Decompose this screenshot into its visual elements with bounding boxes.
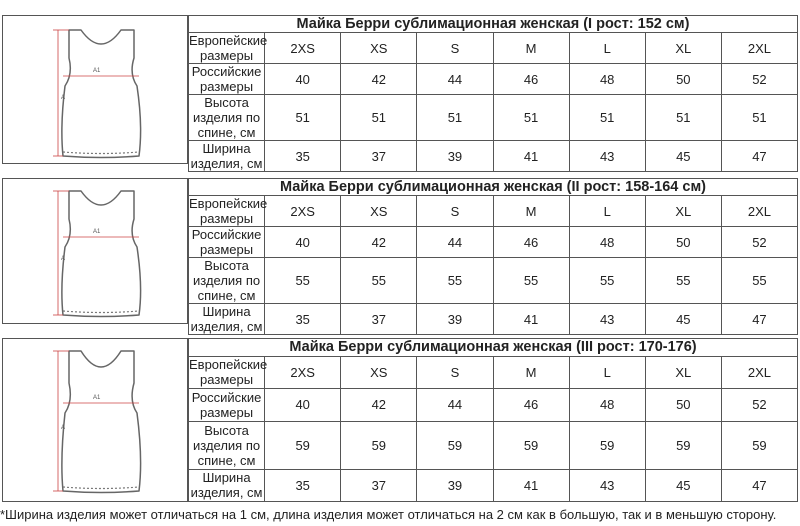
diagram-label-a: A xyxy=(61,256,66,262)
size-cell: 2XS xyxy=(265,33,341,64)
table-row-height xyxy=(189,421,798,469)
ru-size-cell: 50 xyxy=(645,389,721,421)
size-table-block-3 xyxy=(2,338,798,502)
height-cell: 55 xyxy=(341,258,417,304)
diagram-label-a: A xyxy=(61,425,66,431)
row-label-eu: Европейские размеры xyxy=(189,33,268,63)
row-label-width: Ширина изделия, см xyxy=(189,304,265,335)
size-table-1 xyxy=(188,15,798,172)
size-cell: 2XS xyxy=(265,356,341,388)
ru-size-cell: 52 xyxy=(721,389,797,421)
row-label-eu: Европейские размеры xyxy=(189,196,268,226)
width-cell: 47 xyxy=(721,469,797,501)
height-cell: 59 xyxy=(569,421,645,469)
height-cell: 59 xyxy=(645,421,721,469)
width-cell: 35 xyxy=(265,469,341,501)
size-cell: S xyxy=(417,33,493,64)
size-cell: S xyxy=(417,356,493,388)
height-cell: 55 xyxy=(493,258,569,304)
tank-top-diagram-cell xyxy=(2,338,188,502)
row-label-height: Высота изделия по спине, см xyxy=(189,258,265,304)
size-table-block-1 xyxy=(2,15,798,171)
height-cell: 55 xyxy=(721,258,797,304)
size-cell: XL xyxy=(645,33,721,64)
diagram-label-a1: A1 xyxy=(93,229,101,235)
ru-size-cell: 50 xyxy=(645,227,721,258)
height-cell: 55 xyxy=(645,258,721,304)
height-cell: 59 xyxy=(341,421,417,469)
table-row-height xyxy=(189,258,798,304)
size-cell: L xyxy=(569,196,645,227)
width-cell: 37 xyxy=(341,141,417,172)
width-cell: 37 xyxy=(341,304,417,335)
ru-size-cell: 46 xyxy=(493,227,569,258)
diagram-label-a: A xyxy=(61,95,66,101)
size-table-2 xyxy=(188,178,798,335)
table-row-ru xyxy=(189,64,798,95)
size-table-3 xyxy=(188,338,798,502)
table-row-width xyxy=(189,469,798,501)
table-title: Майка Берри сублимационная женская (II рост: 158-164 см) xyxy=(189,179,798,196)
tank-top-diagram-cell xyxy=(2,15,188,164)
width-cell: 45 xyxy=(645,304,721,335)
ru-size-cell: 40 xyxy=(265,64,341,95)
size-cell: L xyxy=(569,33,645,64)
size-cell: XL xyxy=(645,356,721,388)
width-cell: 41 xyxy=(493,141,569,172)
table-row-ru xyxy=(189,389,798,421)
tank-top-diagram-icon xyxy=(3,179,189,325)
height-cell: 51 xyxy=(569,95,645,141)
row-label-ru: Российские размеры xyxy=(189,64,265,95)
row-label-height: Высота изделия по спине, см xyxy=(189,95,265,141)
tank-top-diagram-cell xyxy=(2,178,188,324)
width-cell: 45 xyxy=(645,141,721,172)
size-cell: L xyxy=(569,356,645,388)
table-row-eu xyxy=(189,33,798,64)
ru-size-cell: 48 xyxy=(569,227,645,258)
size-cell: M xyxy=(493,33,569,64)
size-cell: XL xyxy=(645,196,721,227)
size-cell: S xyxy=(417,196,493,227)
width-cell: 39 xyxy=(417,304,493,335)
size-cell: 2XS xyxy=(265,196,341,227)
row-label-width: Ширина изделия, см xyxy=(189,141,265,172)
table-row-width xyxy=(189,304,798,335)
height-cell: 51 xyxy=(341,95,417,141)
width-cell: 41 xyxy=(493,304,569,335)
table-row-ru xyxy=(189,227,798,258)
size-cell: M xyxy=(493,196,569,227)
ru-size-cell: 46 xyxy=(493,389,569,421)
table-title-row xyxy=(189,179,798,196)
ru-size-cell: 42 xyxy=(341,64,417,95)
size-cell: 2XL xyxy=(721,356,797,388)
size-table-block-2 xyxy=(2,178,798,334)
row-label-width: Ширина изделия, см xyxy=(189,469,265,501)
footnote: *Ширина изделия может отличаться на 1 см, длина изделия может отличаться на 2 см как в большую, так и в меньшую сторону. xyxy=(0,507,777,522)
size-cell: 2XL xyxy=(721,196,797,227)
ru-size-cell: 48 xyxy=(569,389,645,421)
ru-size-cell: 42 xyxy=(341,389,417,421)
width-cell: 43 xyxy=(569,304,645,335)
row-label-ru: Российские размеры xyxy=(189,389,265,421)
row-label-ru: Российские размеры xyxy=(189,227,265,258)
size-cell: 2XL xyxy=(721,33,797,64)
width-cell: 37 xyxy=(341,469,417,501)
height-cell: 59 xyxy=(265,421,341,469)
table-title: Майка Берри сублимационная женская (III рост: 170-176) xyxy=(189,339,798,357)
size-cell: XS xyxy=(341,196,417,227)
ru-size-cell: 44 xyxy=(417,227,493,258)
width-cell: 45 xyxy=(645,469,721,501)
ru-size-cell: 52 xyxy=(721,64,797,95)
size-cell: XS xyxy=(341,33,417,64)
ru-size-cell: 44 xyxy=(417,64,493,95)
ru-size-cell: 40 xyxy=(265,227,341,258)
size-cell: XS xyxy=(341,356,417,388)
height-cell: 51 xyxy=(645,95,721,141)
width-cell: 47 xyxy=(721,304,797,335)
width-cell: 41 xyxy=(493,469,569,501)
height-cell: 51 xyxy=(417,95,493,141)
ru-size-cell: 52 xyxy=(721,227,797,258)
height-cell: 51 xyxy=(493,95,569,141)
height-cell: 59 xyxy=(493,421,569,469)
row-label-height: Высота изделия по спине, см xyxy=(189,421,265,469)
height-cell: 59 xyxy=(417,421,493,469)
height-cell: 59 xyxy=(721,421,797,469)
height-cell: 55 xyxy=(417,258,493,304)
ru-size-cell: 50 xyxy=(645,64,721,95)
ru-size-cell: 48 xyxy=(569,64,645,95)
ru-size-cell: 40 xyxy=(265,389,341,421)
size-cell: M xyxy=(493,356,569,388)
tank-top-diagram-icon xyxy=(3,16,189,165)
height-cell: 51 xyxy=(721,95,797,141)
width-cell: 35 xyxy=(265,304,341,335)
width-cell: 43 xyxy=(569,141,645,172)
diagram-label-a1: A1 xyxy=(93,395,101,401)
ru-size-cell: 44 xyxy=(417,389,493,421)
table-title-row xyxy=(189,339,798,357)
ru-size-cell: 46 xyxy=(493,64,569,95)
height-cell: 55 xyxy=(265,258,341,304)
table-title: Майка Берри сублимационная женская (I рост: 152 см) xyxy=(189,16,798,33)
table-row-eu xyxy=(189,196,798,227)
width-cell: 39 xyxy=(417,469,493,501)
ru-size-cell: 42 xyxy=(341,227,417,258)
table-row-eu xyxy=(189,356,798,388)
width-cell: 35 xyxy=(265,141,341,172)
diagram-label-a1: A1 xyxy=(93,68,101,74)
table-row-height xyxy=(189,95,798,141)
height-cell: 51 xyxy=(265,95,341,141)
row-label-eu: Европейские размеры xyxy=(189,357,268,388)
width-cell: 39 xyxy=(417,141,493,172)
table-row-width xyxy=(189,141,798,172)
table-title-row xyxy=(189,16,798,33)
height-cell: 55 xyxy=(569,258,645,304)
tank-top-diagram-icon xyxy=(3,339,189,503)
width-cell: 47 xyxy=(721,141,797,172)
width-cell: 43 xyxy=(569,469,645,501)
